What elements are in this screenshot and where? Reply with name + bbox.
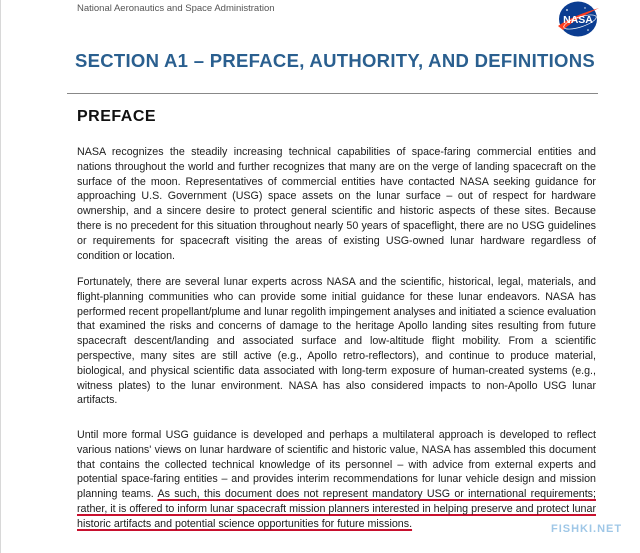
title-divider (67, 93, 598, 94)
highlighted-passage: As such, this document does not represent mandatory USG or international requirements; rather, it is offered to inform lunar spacecraft mission planners interested in helping preserve and protect lunar historic artifacts and potential science opportunities for future missions. (77, 488, 596, 530)
paragraph-3-text: Until more formal USG guidance is developed and perhaps a multilateral approach is developed to reflect various nations' views on lunar hardware of scientific and historic value, NASA has assembled this document that contains the collected technical knowledge of its personnel – with advice from external experts and potential space-faring entities – and provides interim recommendations for lunar vehicle design and mission planning teams. (77, 429, 596, 501)
paragraph-3 (77, 428, 596, 532)
section-title: SECTION A1 – PREFACE, AUTHORITY, AND DEFINITIONS (74, 50, 596, 71)
nasa-logo (555, 0, 601, 38)
watermark: FISHKI.NET (551, 523, 623, 535)
paragraph-1: NASA recognizes the steadily increasing technical capabilities of space-faring commercial entities and nations throughout the world and further recognizes that many are on the verge of landing spacecraft on the surface of the moon. Representatives of commercial entities have contacted NASA seeking guidance for approaching U.S. Government (USG) space assets on the lunar surface – out of respect for hardware ownership, and a sincere desire to protect general scientific and historic aspects of these sites. Because there is no precedent for this situation throughout nearly 50 years of spaceflight, there are no USG guidelines or requirements for spacecraft visiting the areas of existing USG-owned lunar hardware regardless of condition or location. (77, 146, 596, 262)
nasa-logo-text: NASA (563, 14, 593, 26)
preface-heading: PREFACE (77, 108, 157, 125)
agency-name: National Aeronautics and Space Administration (77, 3, 275, 14)
paragraph-2: Fortunately, there are several lunar experts across NASA and the scientific, historical, legal, materials, and flight-planning communities who can provide some initial guidance for these lunar endeavors. NASA has performed recent propellant/plume and lunar regolith impingement analyses and initiated a science evaluation that examined the risks and concerns of damage to the heritage Apollo landing sites resulting from future spacecraft descent/landing and associated surface and low-altitude flight mobility. From a scientific perspective, many sites are still active (e.g., Apollo retro-reflectors), and continue to produce material, biological, and physical scientific data associated with long-term exposure of human-created systems (e.g., witness plates) to the lunar environment. NASA has also considered impacts to non-Apollo USG lunar artifacts. (77, 276, 596, 407)
